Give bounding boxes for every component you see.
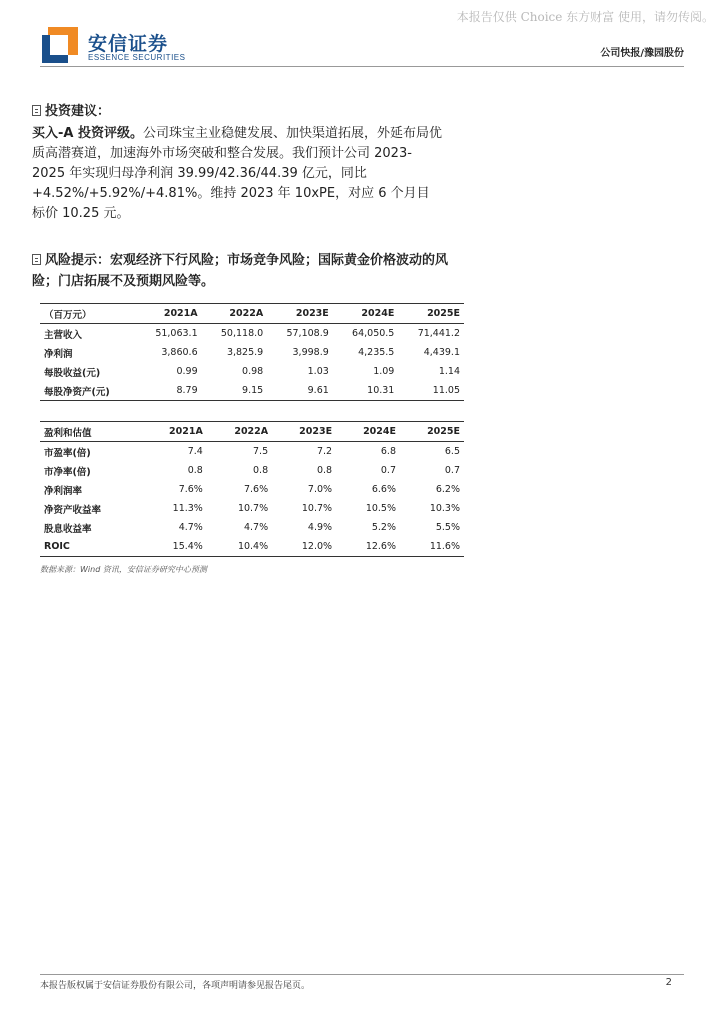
table-cell: 0.98: [242, 366, 264, 377]
table-cell: 10.3%: [429, 503, 460, 514]
table-cell: 7.0%: [307, 484, 333, 495]
table-cell: 4.9%: [307, 522, 333, 533]
table-cell: 7.4: [187, 446, 203, 457]
investment-section-heading: [32, 100, 110, 119]
table-cell: 3,860.6: [161, 347, 198, 358]
column-header: 2022A: [202, 304, 268, 324]
table-cell: 1.09: [373, 366, 395, 377]
table-cell: 4,439.1: [423, 347, 460, 358]
table-cell: 10.7%: [301, 503, 333, 514]
row-label: 净利润率: [44, 485, 83, 497]
table-cell: 10.31: [333, 381, 399, 401]
table-cell: 6.8: [380, 446, 396, 457]
column-header: 2023E: [272, 422, 336, 442]
row-label: ROIC: [40, 537, 142, 557]
table-cell: 0.99: [176, 366, 198, 377]
table-cell: 5.2%: [371, 522, 396, 533]
report-type: 公司快报/豫园股份: [600, 48, 684, 59]
table-cell: 7.2: [316, 446, 333, 457]
column-header: 2021A: [142, 422, 207, 442]
logo-mark-icon: [40, 27, 80, 65]
table-cell: 71,441.2: [417, 328, 460, 339]
table-cell: 7.5: [253, 446, 269, 457]
logo-english-name: ESSENCE SECURITIES: [88, 53, 186, 62]
table-header-row: [40, 422, 464, 442]
row-label: 主营收入: [44, 329, 83, 341]
table-cell: 0.7: [444, 465, 460, 476]
table-cell: 10.5%: [365, 503, 396, 514]
table-cell: 4,235.5: [358, 347, 395, 358]
table-cell: 9.61: [267, 381, 333, 401]
table-cell: 0.8: [316, 465, 333, 476]
table-cell: 1.03: [307, 366, 329, 377]
column-header: 2024E: [333, 304, 399, 324]
table-cell: 3,825.9: [226, 347, 264, 358]
row-label: 净利润: [44, 348, 73, 360]
document-icon: [32, 254, 41, 265]
table-cell: 11.3%: [172, 503, 203, 514]
table-cell: 57,108.9: [286, 328, 329, 339]
column-header: 2024E: [336, 422, 400, 442]
table-row: [40, 362, 464, 381]
table-cell: 64,050.5: [352, 328, 395, 339]
table-row: [40, 480, 464, 499]
financial-summary-table: [40, 303, 464, 401]
row-label: 每股净资产(元): [40, 381, 136, 401]
table-row: [40, 461, 464, 480]
row-label: 净资产收益率: [44, 504, 102, 516]
table-cell: 11.05: [398, 381, 464, 401]
column-header: 2021A: [136, 304, 202, 324]
table-cell: 9.15: [202, 381, 268, 401]
investment-body: 公司珠宝主业稳健发展、加快渠道拓展，外延布局优质高潜赛道，加速海外市场突破和整合发展。我们预计公司 2023-2025 年实现归母净利润 39.99/42.36/44.39 亿元，同比+4.52%/+5.92%/+4.81%。维持 2023 年 10xPE，对应 6 个月目标价 10.25 元。: [32, 126, 442, 221]
document-icon: [32, 105, 41, 116]
table-row: [40, 324, 464, 344]
table-cell: 50,118.0: [220, 328, 264, 339]
table-cell: 6.6%: [371, 484, 396, 495]
row-label: 股息收益率: [44, 523, 92, 535]
table-row: [40, 442, 464, 462]
column-header: 盈利和估值: [40, 422, 142, 442]
table-cell: 1.14: [438, 366, 460, 377]
risk-text: 风险提示：宏观经济下行风险；市场竞争风险；国际黄金价格波动的风险；门店拓展不及预期风险等。: [32, 253, 449, 289]
column-header: 2025E: [400, 422, 464, 442]
footer-disclaimer: 本报告版权属于安信证券股份有限公司，各项声明请参见报告尾页。: [40, 981, 311, 991]
table-row: [40, 381, 464, 401]
table-cell: 12.0%: [272, 537, 336, 557]
table-cell: 6.2%: [435, 484, 460, 495]
watermark: 本报告仅供 Choice 东方财富 使用，请勿传阅。: [456, 10, 714, 24]
logo-chinese-name: 安信证券: [88, 33, 169, 55]
column-header: 2022A: [207, 422, 272, 442]
table-cell: 0.8: [253, 465, 269, 476]
table-cell: 4.7%: [243, 522, 269, 533]
valuation-table: [40, 421, 464, 557]
table-cell: 5.5%: [435, 522, 460, 533]
table-cell: 12.6%: [336, 537, 400, 557]
column-header: （百万元）: [40, 304, 136, 324]
row-label: 市盈率(倍): [44, 447, 91, 459]
table-cell: 3,998.9: [292, 347, 329, 358]
table-row: [40, 499, 464, 518]
header-divider: [40, 66, 684, 67]
investment-title: 投资建议：: [45, 104, 111, 119]
risk-section: [32, 250, 452, 292]
table-row: [40, 537, 464, 557]
footer-divider: [40, 974, 684, 975]
table-row: [40, 343, 464, 362]
table-header-row: [40, 304, 464, 324]
rating-lead: 买入-A 投资评级。: [32, 126, 143, 141]
row-label: 市净率(倍): [44, 466, 91, 478]
data-source-note: 数据来源：Wind 资讯，安信证券研究中心预测: [40, 565, 207, 574]
investment-paragraph: [32, 124, 442, 224]
company-logo: [40, 27, 190, 65]
table-cell: 7.6%: [178, 484, 203, 495]
table-cell: 11.6%: [400, 537, 464, 557]
table-cell: 7.6%: [243, 484, 269, 495]
table-cell: 4.7%: [178, 522, 203, 533]
table-cell: 0.7: [380, 465, 396, 476]
column-header: 2023E: [267, 304, 333, 324]
table-cell: 6.5: [444, 446, 460, 457]
table-cell: 51,063.1: [155, 328, 198, 339]
page-number: 2: [665, 977, 672, 988]
table-cell: 15.4%: [142, 537, 207, 557]
column-header: 2025E: [398, 304, 464, 324]
table-cell: 10.7%: [237, 503, 269, 514]
table-row: [40, 518, 464, 537]
row-label: 每股收益(元): [44, 367, 101, 379]
table-cell: 10.4%: [207, 537, 272, 557]
table-cell: 0.8: [187, 465, 203, 476]
table-cell: 8.79: [136, 381, 202, 401]
